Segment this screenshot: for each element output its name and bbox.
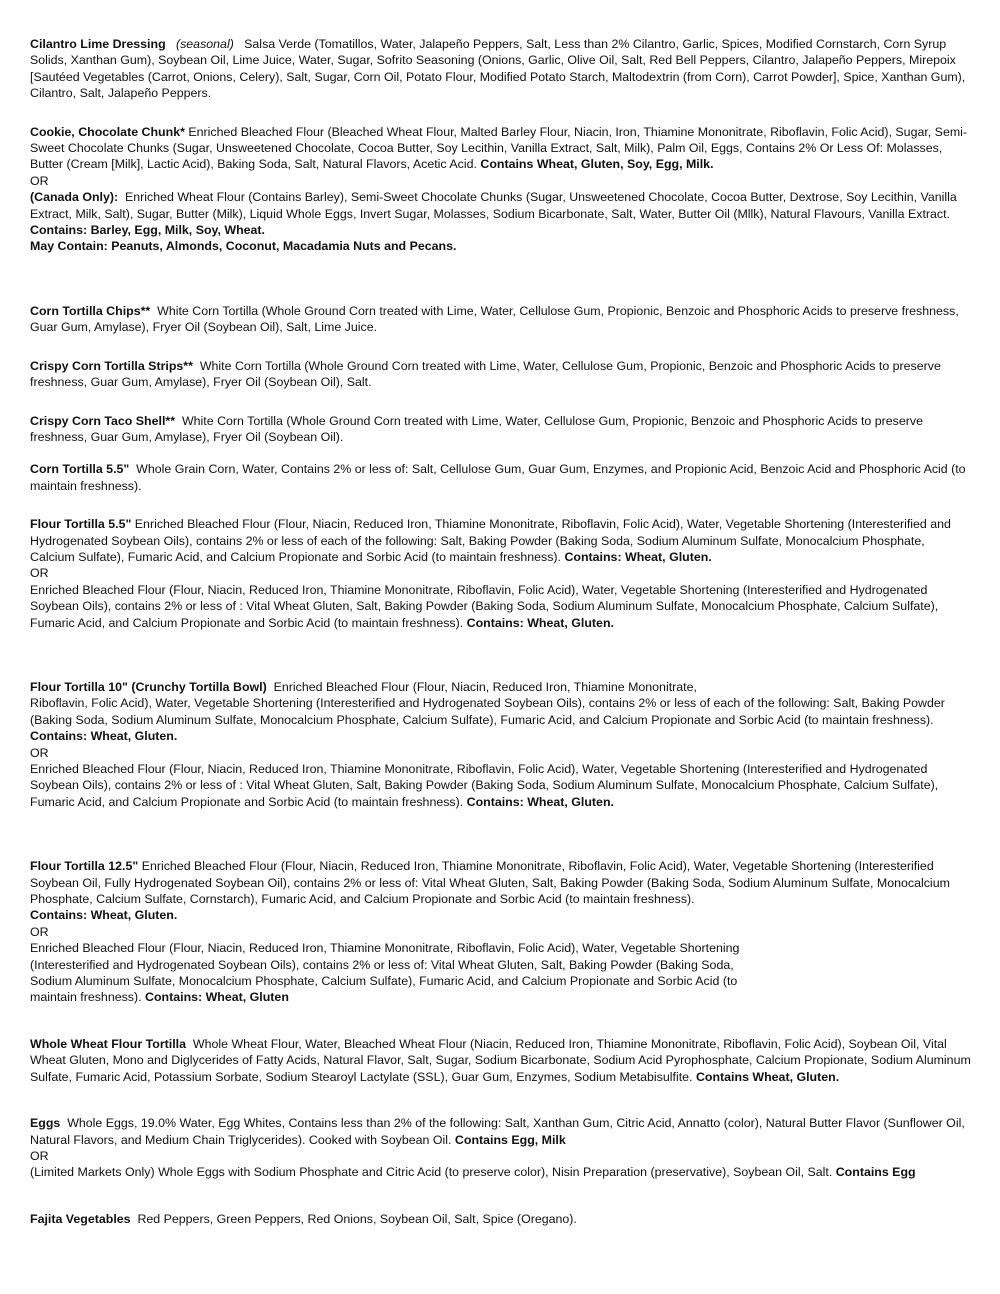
entry-eggs — [30, 1115, 972, 1181]
item-name: Flour Tortilla 10" (Crunchy Tortilla Bowl) — [30, 679, 267, 694]
allergen-statement: Contains: Wheat, Gluten. — [564, 549, 712, 564]
item-name: Corn Tortilla Chips** — [30, 303, 151, 318]
entry-whole-wheat-flour-tortilla — [30, 1036, 972, 1085]
allergen-statement-alt: Contains: Wheat, Gluten. — [466, 794, 614, 809]
item-ingredients: White Corn Tortilla (Whole Ground Corn treated with Lime, Water, Cellulose Gum, Propionic, Benzoic and Phosphoric Acids to preserve freshness, Guar Gum, Amylase), Fryer Oil (Soybean Oil). — [30, 413, 923, 444]
item-name: Flour Tortilla 5.5" — [30, 517, 132, 532]
entry-corn-tortilla-5-5 — [30, 461, 972, 494]
may-contain-statement: May Contain: Peanuts, Almonds, Coconut, Macadamia Nuts and Pecans. — [30, 239, 457, 254]
or-separator: OR — [30, 924, 49, 939]
item-name: Flour Tortilla 12.5" — [30, 859, 139, 874]
entry-cookie-chocolate-chunk — [30, 124, 972, 255]
item-name: Whole Wheat Flour Tortilla — [30, 1036, 187, 1051]
item-name: Corn Tortilla 5.5" — [30, 462, 130, 477]
item-ingredients: Red Peppers, Green Peppers, Red Onions, Soybean Oil, Salt, Spice (Oregano). — [137, 1211, 577, 1226]
entry-flour-tortilla-10 — [30, 679, 972, 810]
item-ingredients-alt-line: (Interesterified and Hydrogenated Soybean Oils), contains 2% or less of: Vital Wheat Gluten, Salt, Baking Powder (Baking Soda, — [30, 957, 734, 972]
item-ingredients-alt: Enriched Bleached Flour (Flour, Niacin, Reduced Iron, Thiamine Mononitrate, Riboflavin, Folic Acid), Water, Vegetable Shortening (Interesterified and Hydrogenated Soybean Oils), contains 2% or less of : Vital Wheat Gluten, Salt, Baking Powder (Baking Soda, Sodium Aluminum Sulfate, Monocalcium Phosphate, Calcium Sulfate), Fumaric Acid, and Calcium Propionate and Sorbic Acid (to maintain freshness). — [30, 762, 939, 809]
item-ingredients-alt-line: Enriched Bleached Flour (Flour, Niacin, Reduced Iron, Thiamine Mononitrate, Riboflavin, Folic Acid), Water, Vegetable Shortening — [30, 941, 740, 956]
or-separator: OR — [30, 566, 49, 581]
allergen-statement: Contains Wheat, Gluten. — [695, 1069, 840, 1084]
item-ingredients: White Corn Tortilla (Whole Ground Corn treated with Lime, Water, Cellulose Gum, Propionic, Benzoic and Phosphoric Acids to preserve freshness, Guar Gum, Amylase), Fryer Oil (Soybean Oil), Salt. — [30, 358, 941, 390]
item-ingredients: Whole Eggs, 19.0% Water, Egg Whites, Contains less than 2% of the following: Salt, Xanthan Gum, Citric Acid, Annatto (color), Natural Butter Flavor (Sunflower Oil, Natural Flavors, and Medium Chain Triglycerides). Cooked with Soybean Oil. — [30, 1116, 965, 1147]
item-name: Crispy Corn Tortilla Strips** — [30, 358, 193, 373]
entry-crispy-corn-taco-shell — [30, 413, 972, 446]
or-separator: OR — [30, 745, 49, 760]
item-ingredients: Whole Grain Corn, Water, Contains 2% or less of: Salt, Cellulose Gum, Guar Gum, Enzymes, and Propionic Acid, Benzoic Acid and Phosphoric Acid (to maintain freshness). — [30, 462, 966, 493]
item-ingredients: Enriched Bleached Flour (Bleached Wheat Flour, Malted Barley Flour, Niacin, Iron, Thiamine Mononitrate, Riboflavin, Folic Acid), Sugar, Semi-Sweet Chocolate Chunks (Sugar, Unsweetened Chocolate, Cocoa Butter, Soy Lecithin, Vanilla Extract, Salt, Milk), Palm Oil, Eggs, Contains 2% Or Less Of: Molasses, Butter (Cream [Milk], Lactic Acid), Baking Soda, Salt, Natural Flavors, Acetic Acid. — [30, 124, 968, 172]
item-name: Cilantro Lime Dressing — [30, 37, 166, 51]
or-separator: OR — [30, 173, 49, 188]
allergen-statement: Contains Egg, Milk — [454, 1132, 566, 1147]
entry-fajita-vegetables — [30, 1211, 972, 1227]
item-ingredients: Enriched Bleached Flour (Flour, Niacin, Reduced Iron, Thiamine Mononitrate, Riboflavin, Folic Acid), Water, Vegetable Shortening (Interesterified Soybean Oil, Fully Hydrogenated Soybean Oil), contains 2% or less of: Vital Wheat Gluten, Salt, Baking Powder (Baking Soda, Sodium Aluminum Sulfate, Monocalcium Phosphate, Calcium Sulfate, Cornstarch), Fumaric Acid, and Calcium Propionate and Sorbic Acid (to maintain freshness). — [30, 859, 950, 907]
entry-flour-tortilla-5-5 — [30, 516, 972, 631]
item-ingredients: Whole Wheat Flour, Water, Bleached Wheat Flour (Niacin, Reduced Iron, Thiamine Mononitrate, Riboflavin, Folic Acid), Soybean Oil, Vital Wheat Gluten, Mono and Diglycerides of Fatty Acids, Natural Flavor, Salt, Sugar, Sodium Bicarbonate, Sodium Acid Pyrophosphate, Calcium Propionate, Sodium Aluminum Sulfate, Fumaric Acid, Potassium Sorbate, Sodium Stearoyl Lactylate (SSL), Guar Gum, Enzymes, Sodium Metabisulfite. — [30, 1036, 971, 1084]
item-tag: (seasonal) — [175, 37, 234, 51]
entry-crispy-corn-tortilla-strips — [30, 358, 972, 391]
item-name: Eggs — [30, 1116, 61, 1131]
allergen-statement-alt: Contains: Barley, Egg, Milk, Soy, Wheat. — [30, 223, 265, 238]
item-ingredients: White Corn Tortilla (Whole Ground Corn treated with Lime, Water, Cellulose Gum, Propionic, Benzoic and Phosphoric Acids to preserve freshness, Guar Gum, Amylase), Fryer Oil (Soybean Oil), Salt, Lime Juice. — [30, 303, 959, 335]
item-name: Fajita Vegetables — [30, 1211, 131, 1226]
item-ingredients-line1: Enriched Bleached Flour (Flour, Niacin, Reduced Iron, Thiamine Mononitrate, — [273, 679, 697, 694]
allergen-statement-alt: Contains: Wheat, Gluten. — [466, 615, 614, 630]
entry-flour-tortilla-12-5 — [30, 858, 972, 1006]
item-ingredients-alt: (Limited Markets Only) Whole Eggs with Sodium Phosphate and Citric Acid (to preserve color), Nisin Preparation (preservative), Soybean Oil, Salt. — [30, 1165, 833, 1180]
or-separator: OR — [30, 1148, 49, 1163]
item-name: Cookie, Chocolate Chunk* — [30, 124, 185, 139]
entry-cilantro-lime-dressing — [30, 36, 972, 102]
ingredient-document — [30, 36, 972, 1227]
region-label: (Canada Only): — [30, 190, 119, 205]
item-ingredients: Enriched Bleached Flour (Flour, Niacin, Reduced Iron, Thiamine Mononitrate, Riboflavin, Folic Acid), Water, Vegetable Shortening (Interesterified and Hydrogenated Soybean Oils), contains 2% or less of each of the following: Salt, Baking Powder (Baking Soda, Sodium Aluminum Sulfate, Monocalcium Phosphate, Calcium Sulfate), Fumaric Acid, and Calcium Propionate and Sorbic Acid (to maintain freshness). — [30, 517, 951, 564]
allergen-statement: Contains Wheat, Gluten, Soy, Egg, Milk. — [480, 157, 714, 172]
entry-corn-tortilla-chips — [30, 303, 972, 336]
allergen-statement: Contains: Wheat, Gluten. — [30, 729, 178, 744]
allergen-statement-alt: Contains: Wheat, Gluten — [145, 990, 289, 1005]
item-ingredients-alt: Enriched Bleached Flour (Flour, Niacin, Reduced Iron, Thiamine Mononitrate, Riboflavin, Folic Acid), Water, Vegetable Shortening (Interesterified and Hydrogenated Soybean Oils), contains 2% or less of : Vital Wheat Gluten, Salt, Baking Powder (Baking Soda, Sodium Aluminum Sulfate, Monocalcium Phosphate, Calcium Sulfate), Fumaric Acid, and Calcium Propionate and Sorbic Acid (to maintain freshness). — [30, 582, 939, 630]
item-ingredients: Riboflavin, Folic Acid), Water, Vegetable Shortening (Interesterified and Hydrogenated Soybean Oils), contains 2% or less of each of the following: Salt, Baking Powder (Baking Soda, Sodium Aluminum Sulfate, Monocalcium Phosphate, Calcium Sulfate), Fumaric Acid, and Calcium Propionate and Sorbic Acid (to maintain freshness). — [30, 696, 945, 727]
allergen-statement-alt: Contains Egg — [835, 1165, 916, 1180]
item-name: Crispy Corn Taco Shell** — [30, 413, 176, 428]
item-ingredients-alt-line: maintain freshness). — [30, 990, 142, 1005]
item-ingredients: Salsa Verde (Tomatillos, Water, Jalapeño Peppers, Salt, Less than 2% Cilantro, Garlic, Spices, Modified Cornstarch, Corn Syrup Solids, Xanthan Gum), Soybean Oil, Lime Juice, Water, Sugar, Sofrito Seasoning (Onions, Garlic, Olive Oil, Salt, Red Bell Peppers, Cilantro, Jalapeño Peppers, Mirepoix [Sautéed Vegetables (Carrot, Onions, Celery), Salt, Sugar, Corn Oil, Potato Flour, Modified Potato Starch, Maltodextrin (from Corn), Carrot Powder], Spice, Xanthan Gum), Cilantro, Salt, Jalapeño Peppers. — [30, 37, 966, 101]
item-ingredients-alt-line: Sodium Aluminum Sulfate, Monocalcium Phosphate, Calcium Sulfate), Fumaric Acid, and Calcium Propionate and Sorbic Acid (to — [30, 974, 738, 989]
allergen-statement: Contains: Wheat, Gluten. — [30, 908, 178, 923]
item-ingredients-alt: Enriched Wheat Flour (Contains Barley), Semi-Sweet Chocolate Chunks (Sugar, Unsweetened Chocolate, Cocoa Butter, Dextrose, Soy Lecithin, Vanilla Extract, Milk, Salt), Sugar, Butter (Milk), Liquid Whole Eggs, Invert Sugar, Molasses, Sodium Bicarbonate, Salt, Water, Butter Oil (Mllk), Natural Flavours, Vanilla Extract. — [30, 190, 957, 221]
